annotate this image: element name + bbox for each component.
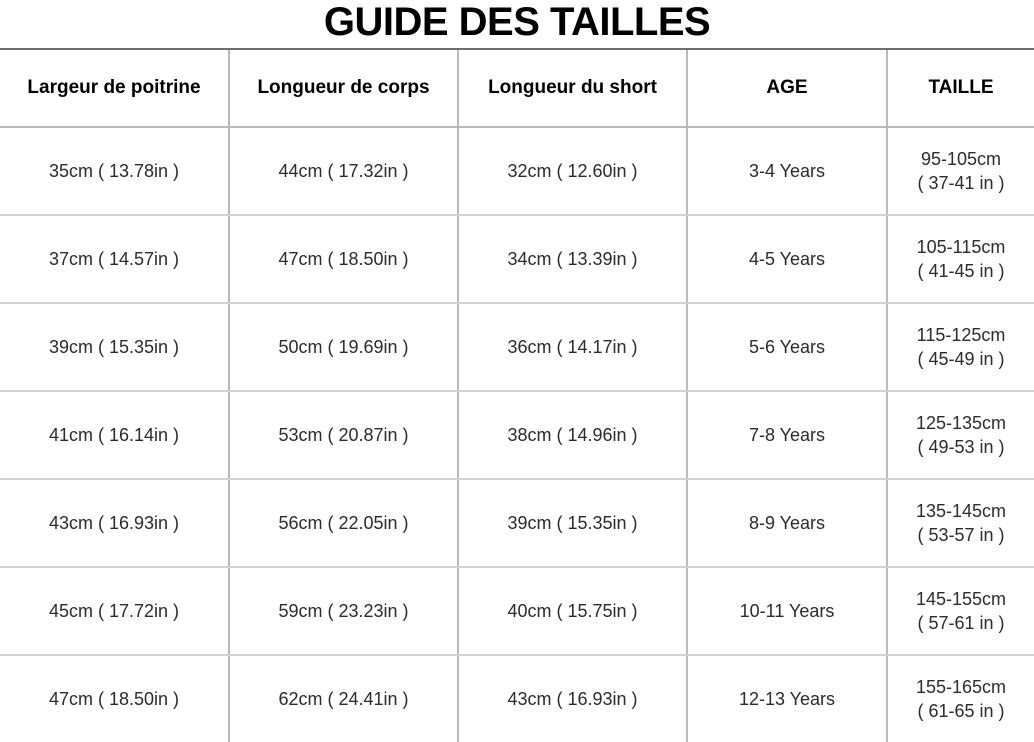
cell-short-length: 43cm ( 16.93in )	[458, 655, 687, 742]
column-header-short-length: Longueur du short	[458, 50, 687, 127]
cell-body-length: 44cm ( 17.32in )	[229, 127, 458, 215]
table-header-row	[0, 50, 1034, 127]
cell-size-cm: 115-125cm	[916, 325, 1006, 345]
cell-size	[887, 391, 1034, 479]
table-row	[0, 127, 1034, 215]
cell-age: 10-11 Years	[687, 567, 887, 655]
cell-age: 7-8 Years	[687, 391, 887, 479]
page-title: GUIDE DES TAILLES	[323, 0, 711, 44]
cell-size	[887, 127, 1034, 215]
cell-size	[887, 655, 1034, 742]
cell-size	[887, 215, 1034, 303]
cell-size-cm: 105-115cm	[916, 237, 1006, 257]
cell-short-length: 32cm ( 12.60in )	[458, 127, 687, 215]
cell-size-cm: 125-135cm	[915, 413, 1007, 433]
table-row	[0, 215, 1034, 303]
table-row	[0, 479, 1034, 567]
cell-chest-width: 47cm ( 18.50in )	[0, 655, 229, 742]
cell-chest-width: 37cm ( 14.57in )	[0, 215, 229, 303]
table-row	[0, 303, 1034, 391]
column-header-chest-width: Largeur de poitrine	[0, 50, 229, 127]
cell-age: 3-4 Years	[687, 127, 887, 215]
cell-size-cm: 145-155cm	[915, 589, 1007, 609]
cell-body-length: 53cm ( 20.87in )	[229, 391, 458, 479]
cell-age: 8-9 Years	[687, 479, 887, 567]
cell-short-length: 39cm ( 15.35in )	[458, 479, 687, 567]
cell-size-in: ( 53-57 in )	[917, 525, 1005, 545]
table-row	[0, 655, 1034, 742]
cell-size-in: ( 61-65 in )	[917, 701, 1005, 721]
cell-size	[887, 479, 1034, 567]
column-header-body-length: Longueur de corps	[229, 50, 458, 127]
cell-body-length: 62cm ( 24.41in )	[229, 655, 458, 742]
size-guide-table	[0, 50, 1034, 742]
cell-chest-width: 35cm ( 13.78in )	[0, 127, 229, 215]
cell-size-in: ( 37-41 in )	[917, 173, 1005, 193]
cell-size-in: ( 49-53 in )	[917, 437, 1005, 457]
cell-size-in: ( 57-61 in )	[917, 613, 1005, 633]
cell-size	[887, 303, 1034, 391]
cell-chest-width: 41cm ( 16.14in )	[0, 391, 229, 479]
cell-body-length: 56cm ( 22.05in )	[229, 479, 458, 567]
table-row	[0, 567, 1034, 655]
cell-body-length: 47cm ( 18.50in )	[229, 215, 458, 303]
cell-body-length: 59cm ( 23.23in )	[229, 567, 458, 655]
cell-chest-width: 45cm ( 17.72in )	[0, 567, 229, 655]
column-header-age: AGE	[687, 50, 887, 127]
cell-size-cm: 95-105cm	[920, 149, 1002, 169]
cell-short-length: 34cm ( 13.39in )	[458, 215, 687, 303]
cell-size-cm: 155-165cm	[915, 677, 1007, 697]
cell-age: 5-6 Years	[687, 303, 887, 391]
cell-short-length: 38cm ( 14.96in )	[458, 391, 687, 479]
cell-size-cm: 135-145cm	[915, 501, 1007, 521]
cell-size-in: ( 45-49 in )	[917, 349, 1005, 369]
cell-short-length: 36cm ( 14.17in )	[458, 303, 687, 391]
column-header-size: TAILLE	[887, 50, 1034, 127]
cell-chest-width: 39cm ( 15.35in )	[0, 303, 229, 391]
cell-short-length: 40cm ( 15.75in )	[458, 567, 687, 655]
table-row	[0, 391, 1034, 479]
cell-age: 4-5 Years	[687, 215, 887, 303]
cell-size	[887, 567, 1034, 655]
cell-body-length: 50cm ( 19.69in )	[229, 303, 458, 391]
cell-chest-width: 43cm ( 16.93in )	[0, 479, 229, 567]
cell-age: 12-13 Years	[687, 655, 887, 742]
cell-size-in: ( 41-45 in )	[917, 261, 1005, 281]
